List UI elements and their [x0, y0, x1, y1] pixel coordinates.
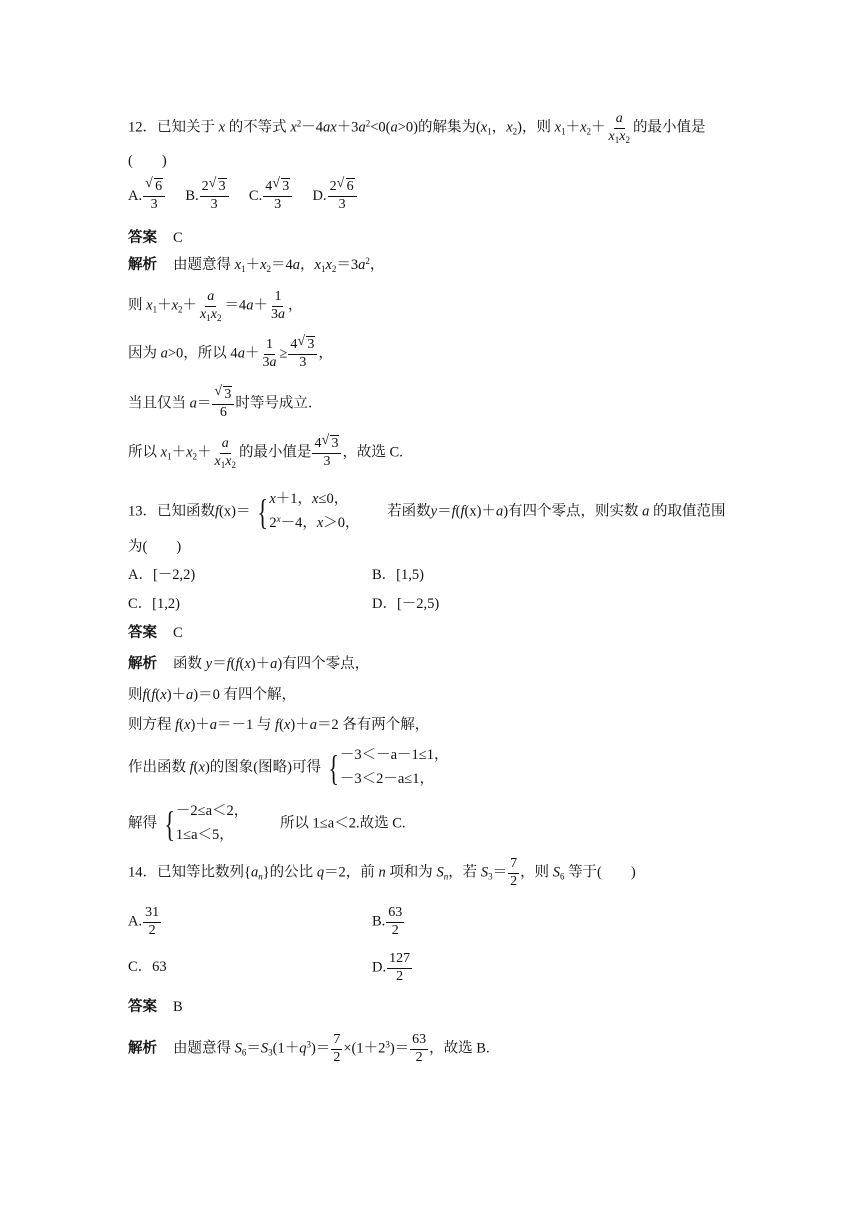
q12-stem: 12．已知关于 x 的不等式 $x^2-4ax+3a^2<0(a>0)$的解集为($x_1$，$x_2$)，则 $x_1+x_2+$ $\frac{a}{x_1x_2}$ 的最小值是 [128, 111, 706, 145]
answer-value: B [173, 999, 183, 1015]
q12-option-b: B. 2 √ 3 3 [185, 188, 229, 204]
q13-option-c: C．[1,2) [128, 596, 180, 612]
q12-option-c: C. 4 √ 3 3 [249, 188, 293, 204]
q13-number: 13． [128, 503, 157, 520]
q14-number: 14． [128, 864, 157, 881]
q13-system-2: { －2≤a＜2， 1≤a＜5， [164, 803, 249, 844]
answer-value: C [173, 625, 183, 641]
q12-option-d: D. 2 √ 6 3 [312, 188, 357, 204]
q13-option-a: A．[－2,2) [128, 567, 196, 583]
q13-answer [128, 626, 183, 641]
q12-option-a: A. √ 6 3 [128, 188, 166, 204]
q13-piecewise: { x＋1，x≤0， $2^x-4$，x＞0， [257, 491, 360, 532]
q13-system-1: { －3＜－a－1≤1， －3＜2－a≤1， [328, 747, 449, 788]
answer-label: 答案 [128, 625, 157, 641]
q13-stem: 13．已知函数f(x)＝ { x＋1，x≤0， $2^x-4$，x＞0， 若函数y＝f(f(x)＋a)有四个零点，则实数 a 的取值范围 [128, 488, 726, 536]
q13-solution-line4: 作出函数 f(x)的图象(图略)可得 { －3＜－a－1≤1， －3＜2－a≤1， [128, 744, 449, 792]
solution-label: 解析 [128, 257, 157, 273]
q14-option-d: D. $\frac{127}{2}$ [372, 951, 411, 984]
solution-label: 解析 [128, 656, 157, 672]
q13-solution-line2: 则f(f(x)＋a)＝0 有四个解， [128, 687, 296, 703]
q12-solution-line5: 所以 $x_1+x_2+$ $\frac{a}{x_1x_2}$ 的最小值是 4 √ 3 3 ，故选 C. [128, 433, 403, 470]
q14-solution: 解析 由题意得 $S_6=S_3(1+q^3)=$ $\frac{7}{2}$ $\times(1+2^3)=$ $\frac{63}{2}$ ，故选 B. [128, 1032, 490, 1065]
q12-solution-line3: 因为 a>0，所以 4a＋ $\frac{1}{3a}$ ≥ 4 √ 3 3 ， [128, 334, 333, 370]
q13-solution-line5: 解得 { －2≤a＜2， 1≤a＜5， 所以 1≤a＜2.故选 C. [128, 800, 406, 848]
answer-label: 答案 [128, 999, 157, 1015]
q14-stem: 14．已知等比数列$\{a_n\}$的公比 q＝2，前 n 项和为 $S_n$，若 $S_3=$ $\frac{7}{2}$ ，则 $S_6$ 等于( ) [128, 856, 636, 889]
q12-paren: ( ) [128, 153, 167, 169]
q13-option-b: B．[1,5) [372, 567, 424, 583]
answer-value: C [173, 230, 183, 246]
q13-option-d: D．[－2,5) [372, 596, 440, 612]
q14-option-a: A. $\frac{31}{2}$ [128, 905, 160, 938]
q14-option-b: B. $\frac{63}{2}$ [372, 905, 403, 938]
q12-solution-line4: 当且仅当 a＝ √ 3 6 时等号成立． [128, 384, 323, 420]
q14-option-c: C．63 [128, 959, 167, 975]
q12-options [128, 176, 358, 212]
q12-solution-line1: 解析 由题意得 $x_1+x_2=4a$，$x_1x_2=3a^2$， [128, 256, 385, 274]
q12-solution-line2: 则 $x_1+x_2+$ $\frac{a}{x_1x_2}$ ＝4a＋ $\frac{1}{3a}$ ， [128, 289, 303, 323]
answer-label: 答案 [128, 230, 157, 246]
q12-fraction: $\frac{a}{x_1x_2}$ [608, 111, 630, 145]
q12-number: 12． [128, 119, 157, 136]
q13-paren: 为( ) [128, 539, 182, 555]
q13-solution-line1: 解析 函数 y＝f(f(x)＋a)有四个零点， [128, 656, 370, 672]
q13-solution-line3: 则方程 f(x)＋a＝－1 与 f(x)＋a＝2 各有两个解， [128, 717, 430, 733]
solution-label: 解析 [128, 1040, 157, 1057]
q14-answer [128, 1000, 183, 1015]
q12-answer [128, 231, 183, 246]
